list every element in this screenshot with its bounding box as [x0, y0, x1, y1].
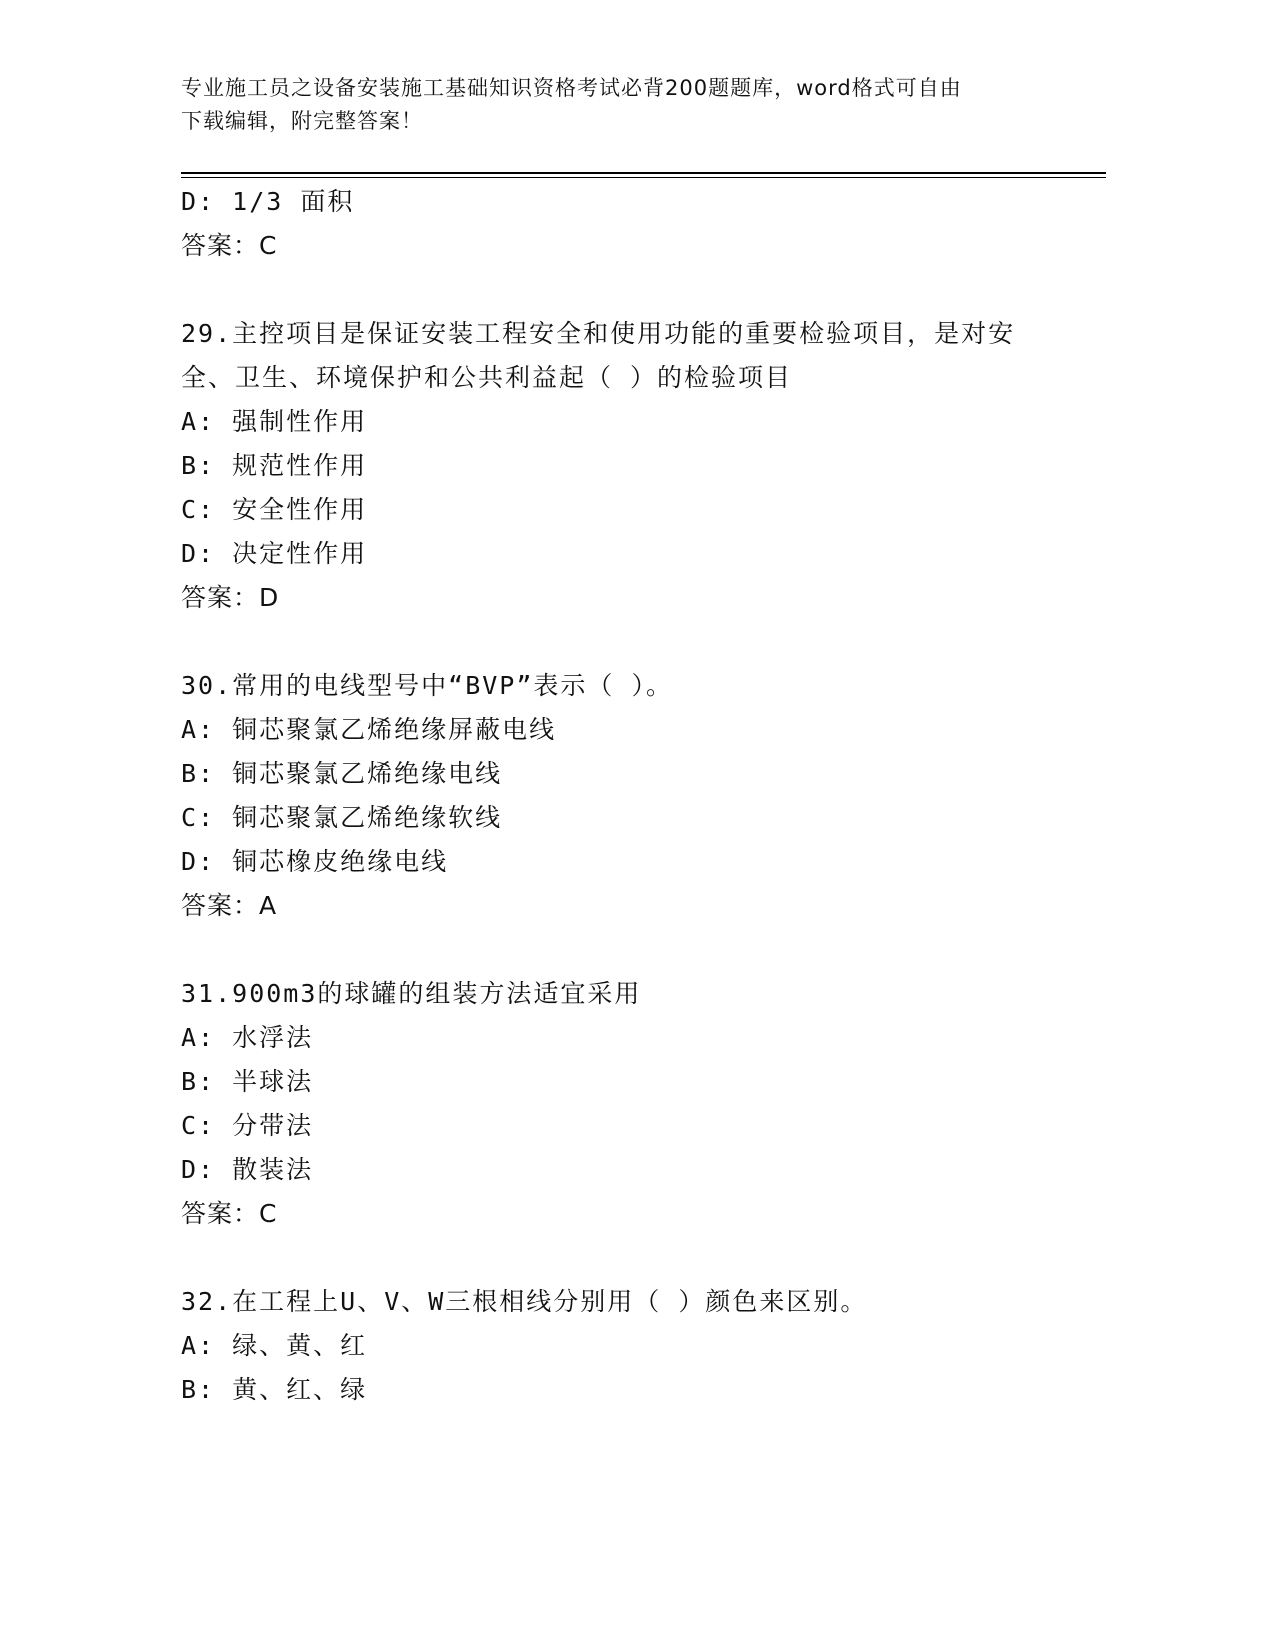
question-29 — [181, 312, 1081, 620]
answer-line: 答案：C — [181, 231, 278, 260]
question-stem-continued: 全、卫生、环境保护和公共利益起（ ）的检验项目 — [181, 363, 793, 392]
document-body — [181, 180, 1081, 1412]
header-rule-thin — [181, 177, 1106, 178]
option-b: B: 铜芯聚氯乙烯绝缘电线 — [181, 759, 503, 788]
option-b: B: 半球法 — [181, 1067, 314, 1096]
option-b: B: 规范性作用 — [181, 451, 368, 480]
question-31 — [181, 972, 1081, 1236]
option-d: D: 散装法 — [181, 1155, 314, 1184]
question-stem: 30.常用的电线型号中“BVP”表示（ ）。 — [181, 671, 673, 700]
spacer — [181, 268, 1081, 312]
option-b: B: 黄、红、绿 — [181, 1375, 368, 1404]
answer-line: 答案：C — [181, 1199, 278, 1228]
option-a: A: 水浮法 — [181, 1023, 314, 1052]
option-d: D: 铜芯橡皮绝缘电线 — [181, 847, 449, 876]
document-header — [181, 72, 1061, 138]
answer-line: 答案：D — [181, 583, 280, 612]
option-c: C: 分带法 — [181, 1111, 314, 1140]
question-32 — [181, 1280, 1081, 1412]
option-a: A: 绿、黄、红 — [181, 1331, 368, 1360]
question-stem: 29.主控项目是保证安装工程安全和使用功能的重要检验项目，是对安 — [181, 319, 1016, 348]
option-c: C: 铜芯聚氯乙烯绝缘软线 — [181, 803, 503, 832]
answer-line: 答案：A — [181, 891, 278, 920]
option-a: A: 强制性作用 — [181, 407, 368, 436]
option-a: A: 铜芯聚氯乙烯绝缘屏蔽电线 — [181, 715, 557, 744]
header-line-2: 下载编辑，附完整答案！ — [181, 109, 423, 133]
question-stem: 32.在工程上U、V、W三根相线分别用（ ）颜色来区别。 — [181, 1287, 868, 1316]
header-line-1: 专业施工员之设备安装施工基础知识资格考试必背200题题库，word格式可自由 — [181, 76, 962, 100]
spacer — [181, 928, 1081, 972]
option-d: D: 决定性作用 — [181, 539, 368, 568]
option-c: C: 安全性作用 — [181, 495, 368, 524]
spacer — [181, 620, 1081, 664]
question-30 — [181, 664, 1081, 928]
previous-question-tail — [181, 180, 1081, 268]
header-rule-thick — [181, 172, 1106, 174]
spacer — [181, 1236, 1081, 1280]
question-stem: 31.900m3的球罐的组装方法适宜采用 — [181, 979, 642, 1008]
option-d: D: 1/3 面积 — [181, 187, 355, 216]
